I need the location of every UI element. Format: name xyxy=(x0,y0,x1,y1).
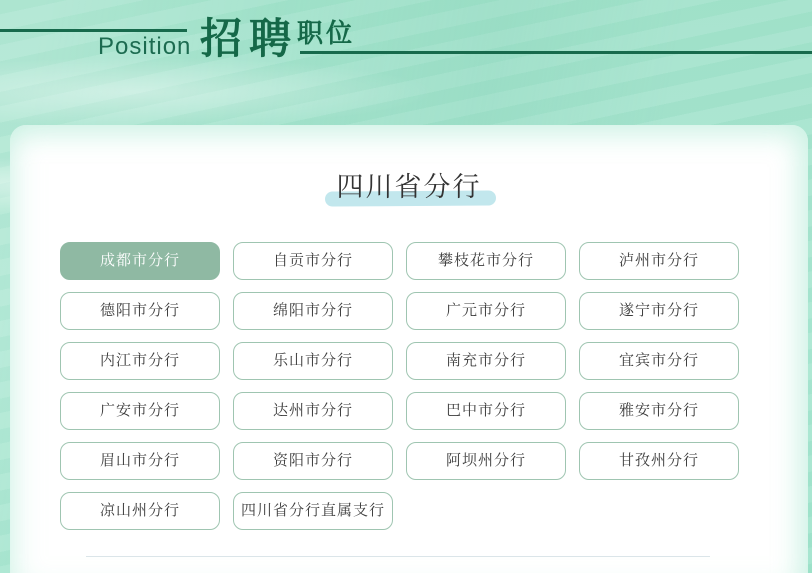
branch-button-14[interactable]: 巴中市分行 xyxy=(406,392,566,430)
branch-grid xyxy=(60,242,740,530)
section-title-text: 四川省分行 xyxy=(336,172,482,202)
branch-button-17[interactable]: 资阳市分行 xyxy=(233,442,393,480)
branch-button-7[interactable]: 遂宁市分行 xyxy=(579,292,739,330)
branch-button-9[interactable]: 乐山市分行 xyxy=(233,342,393,380)
content-card xyxy=(10,125,808,573)
branch-button-10[interactable]: 南充市分行 xyxy=(406,342,566,380)
branch-button-1[interactable]: 自贡市分行 xyxy=(233,242,393,280)
branch-button-5[interactable]: 绵阳市分行 xyxy=(233,292,393,330)
branch-button-18[interactable]: 阿坝州分行 xyxy=(406,442,566,480)
branch-button-13[interactable]: 达州市分行 xyxy=(233,392,393,430)
branch-button-16[interactable]: 眉山市分行 xyxy=(60,442,220,480)
branch-button-20[interactable]: 凉山州分行 xyxy=(60,492,220,530)
branch-button-8[interactable]: 内江市分行 xyxy=(60,342,220,380)
branch-button-11[interactable]: 宜宾市分行 xyxy=(579,342,739,380)
bottom-divider xyxy=(86,556,710,557)
branch-button-6[interactable]: 广元市分行 xyxy=(406,292,566,330)
section-title xyxy=(337,172,482,202)
header-rule-right xyxy=(300,51,812,54)
header-title-en: Position xyxy=(98,33,192,60)
branch-button-4[interactable]: 德阳市分行 xyxy=(60,292,220,330)
branch-button-0[interactable]: 成都市分行 xyxy=(60,242,220,280)
header-title-cn-small: 职位 xyxy=(297,18,356,48)
branch-button-12[interactable]: 广安市分行 xyxy=(60,392,220,430)
branch-button-2[interactable]: 攀枝花市分行 xyxy=(406,242,566,280)
page-header xyxy=(0,0,812,125)
branch-button-19[interactable]: 甘孜州分行 xyxy=(579,442,739,480)
branch-button-21[interactable]: 四川省分行直属支行 xyxy=(233,492,393,530)
section-title-wrap xyxy=(10,125,808,209)
header-title-cn-large: 招聘 xyxy=(200,15,299,62)
header-rule-left xyxy=(0,29,187,32)
branch-button-15[interactable]: 雅安市分行 xyxy=(579,392,739,430)
branch-button-3[interactable]: 泸州市分行 xyxy=(579,242,739,280)
